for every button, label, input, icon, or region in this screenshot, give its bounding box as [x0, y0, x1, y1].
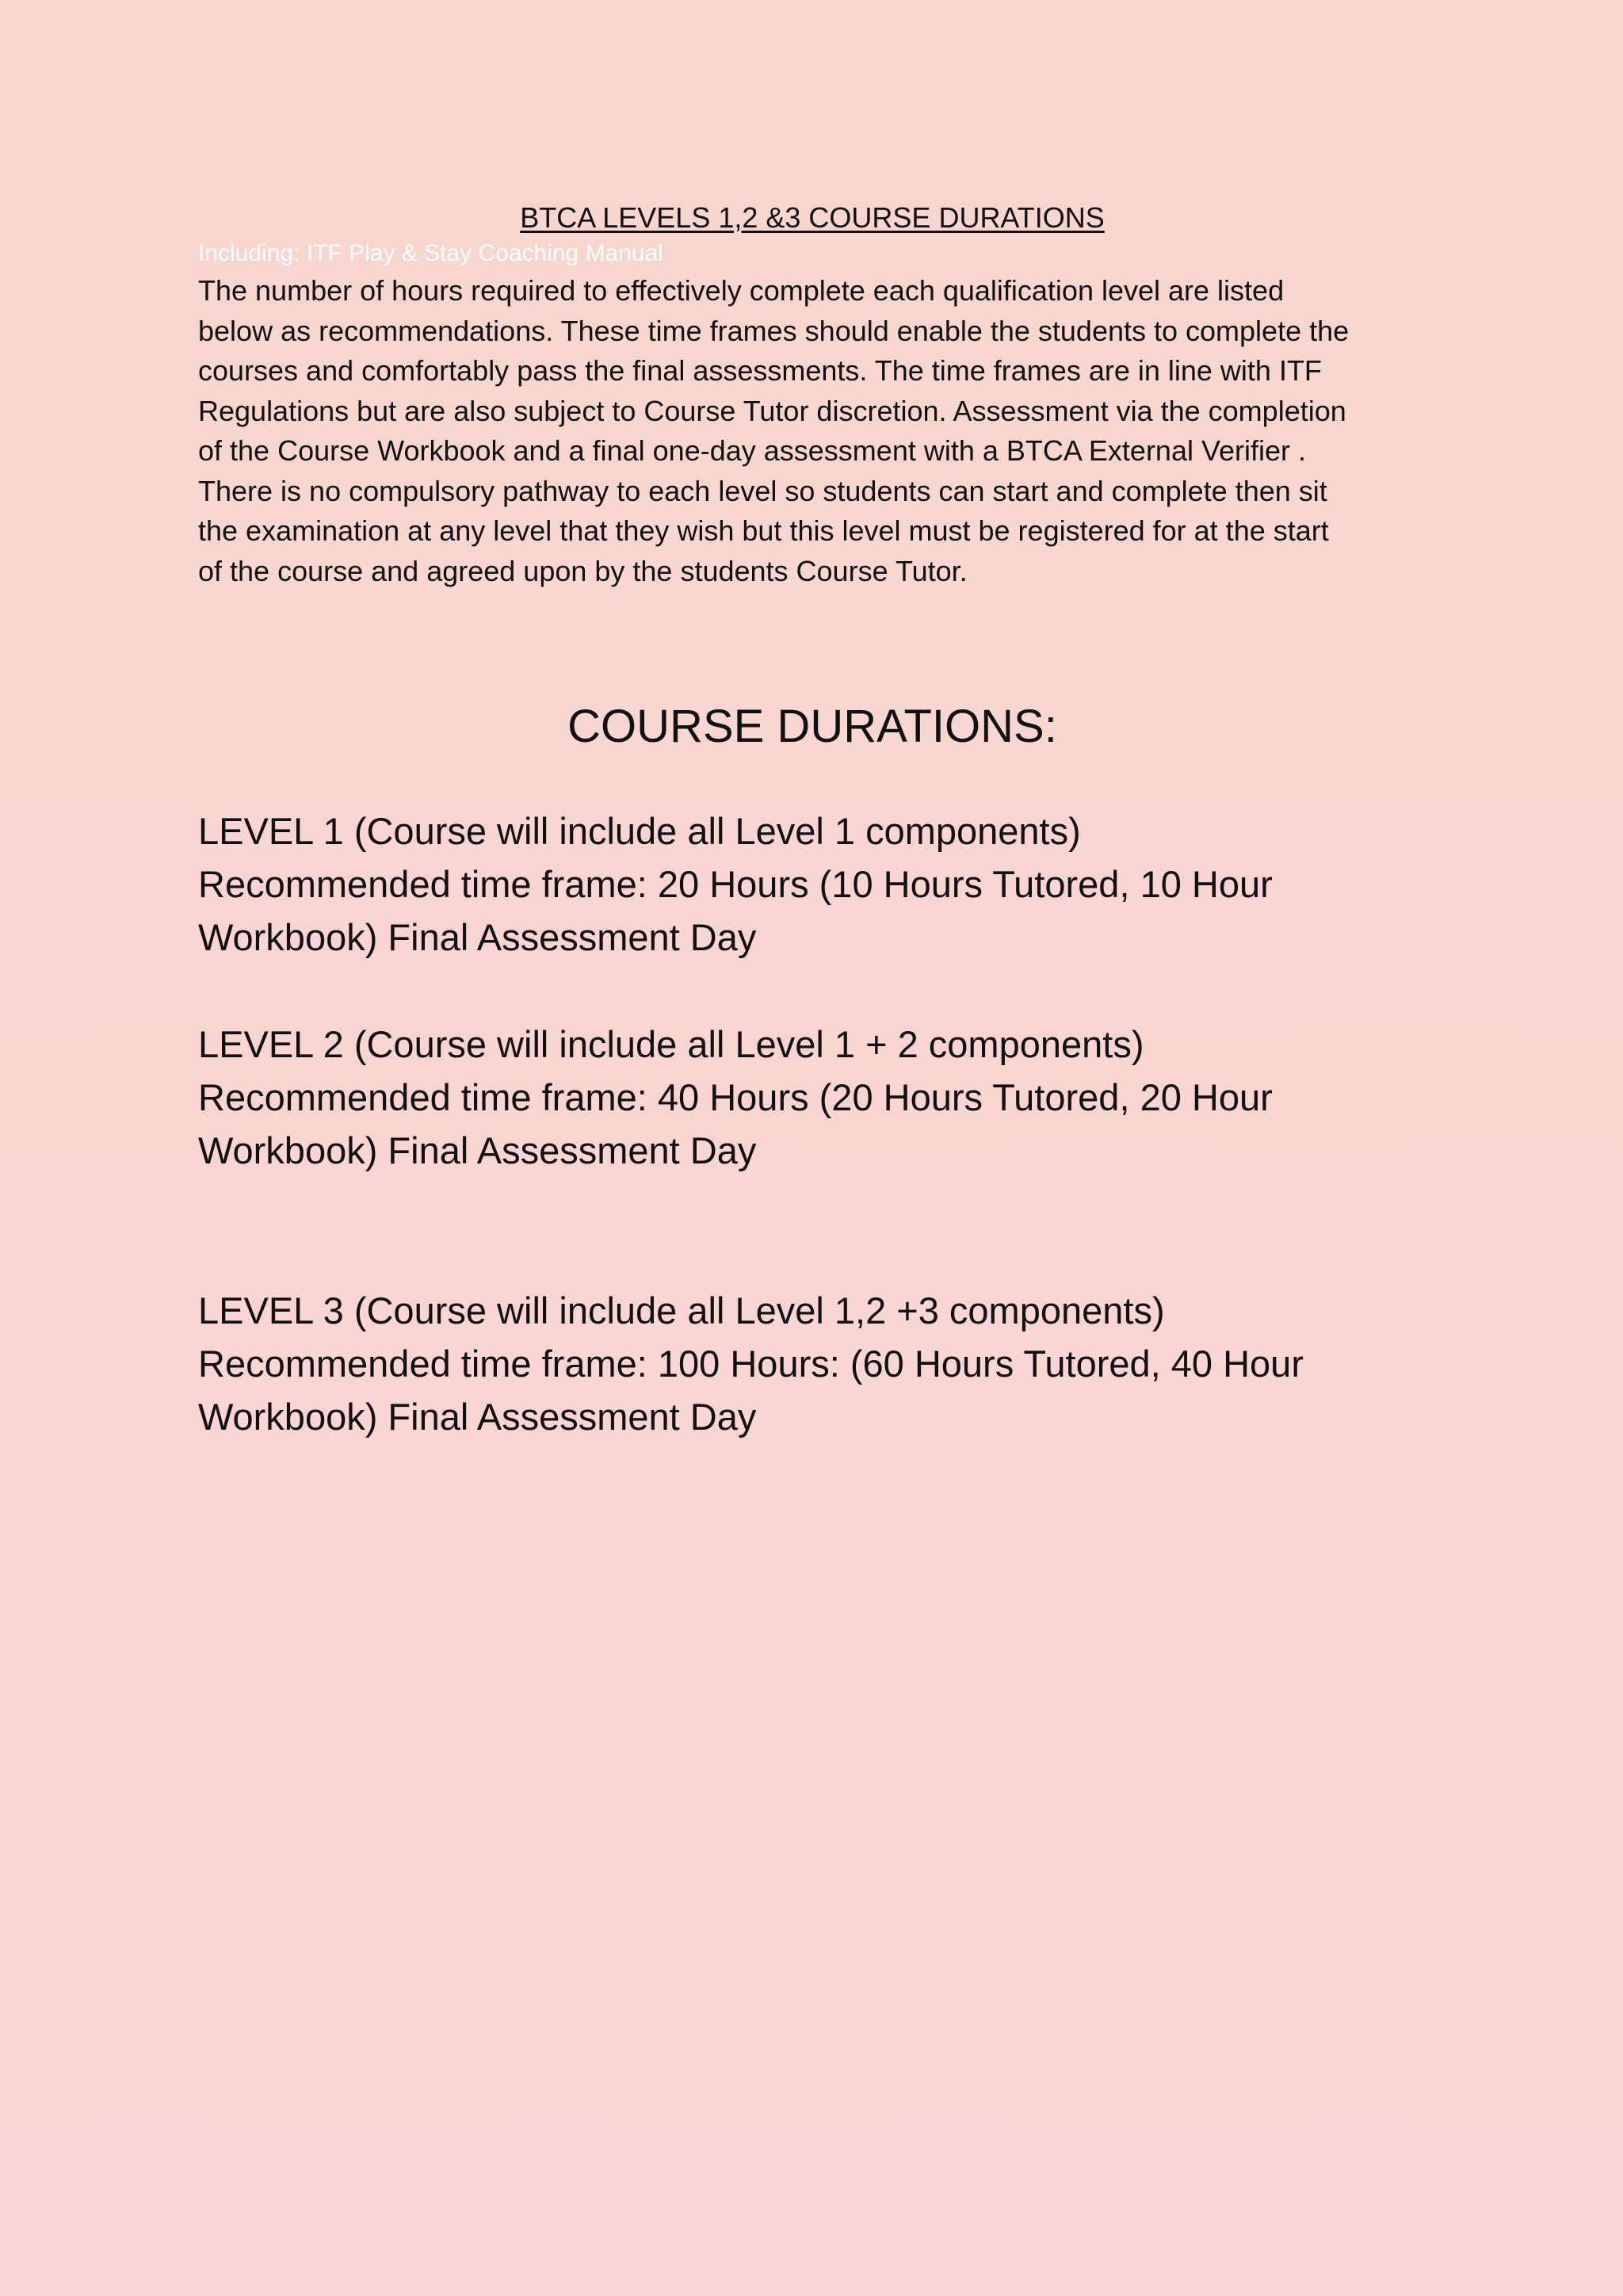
level-3-timeframe-cont: Workbook) Final Assessment Day	[198, 1396, 757, 1438]
intro-paragraph: The number of hours required to effectively complete each qualification level are listed below as recommendations. These time frames should enable the students to complete the courses and comfortably pass the final assessments. The time frames are in line with ITF Regulations but are also subject to Course Tutor discretion. Assessment via the completion of the Course Workbook and a final one-day assessment with a BTCA External Verifier . There is no compulsory pathway to each level so students can start and complete then sit the examination at any level that they wish but this level must be registered for at the start of the course and agreed upon by the students Course Tutor.	[198, 274, 1350, 587]
document-title: BTCA LEVELS 1,2 &3 COURSE DURATIONS	[520, 201, 1105, 234]
level-2-block	[198, 1018, 1434, 1177]
level-2-heading: LEVEL 2 (Course will include all Level 1 + 2 components)	[198, 1023, 1144, 1065]
level-2-timeframe-cont: Workbook) Final Assessment Day	[198, 1129, 757, 1171]
level-3-heading: LEVEL 3 (Course will include all Level 1,2 +3 components)	[198, 1289, 1165, 1331]
level-1-block	[198, 804, 1434, 964]
level-1-timeframe: Recommended time frame: 20 Hours (10 Hours Tutored, 10 Hour	[198, 863, 1273, 905]
level-1-timeframe-cont: Workbook) Final Assessment Day	[198, 916, 757, 958]
level-1-heading: LEVEL 1 (Course will include all Level 1 components)	[198, 810, 1081, 852]
section-heading: COURSE DURATIONS:	[567, 701, 1057, 752]
level-3-timeframe: Recommended time frame: 100 Hours: (60 Hours Tutored, 40 Hour	[198, 1343, 1304, 1385]
level-3-block	[198, 1284, 1434, 1443]
level-2-timeframe: Recommended time frame: 40 Hours (20 Hours Tutored, 20 Hour	[198, 1076, 1273, 1118]
document-subtitle: Including: ITF Play & Stay Coaching Manual	[198, 240, 663, 266]
